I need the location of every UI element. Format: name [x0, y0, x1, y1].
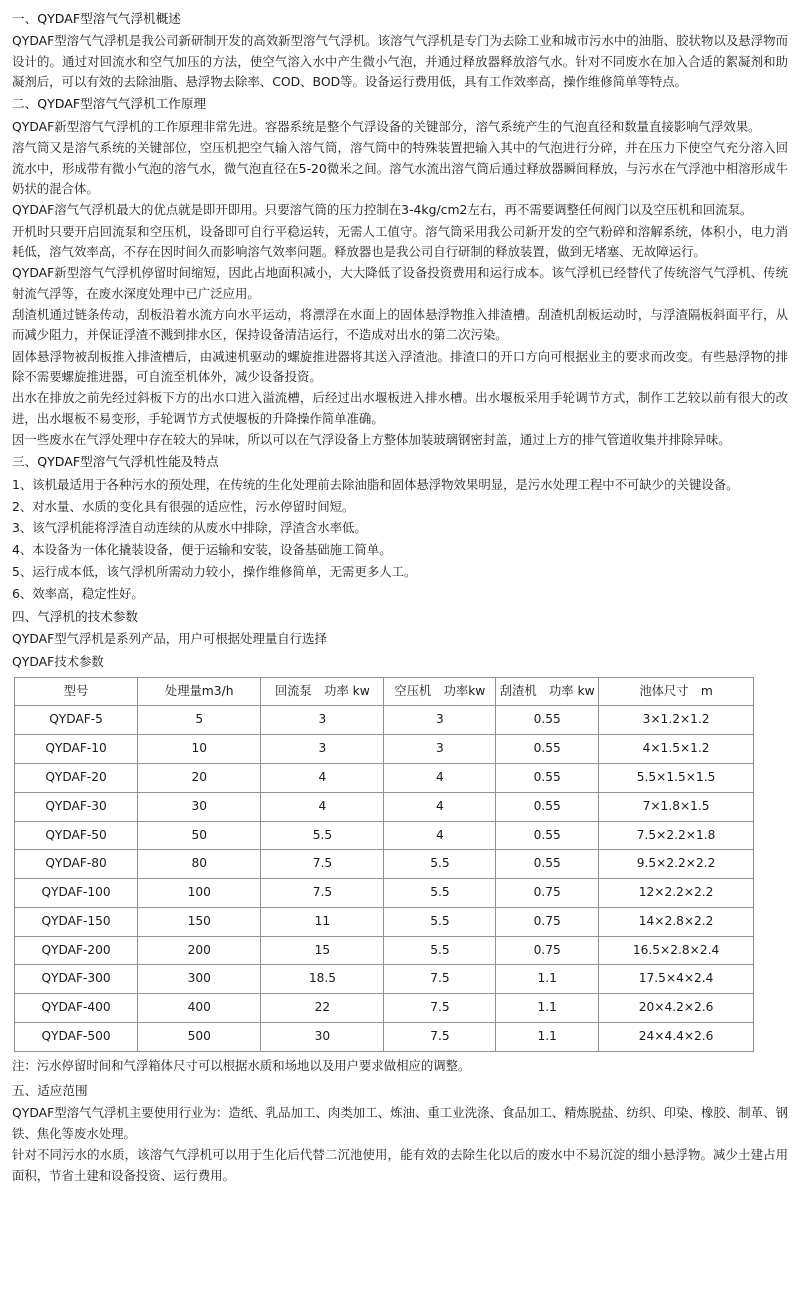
cell-compressor-power: 5.5: [384, 907, 496, 936]
cell-tank-size: 5.5×1.5×1.5: [599, 764, 754, 793]
cell-tank-size: 16.5×2.8×2.4: [599, 936, 754, 965]
table-header-cell-4: 刮渣机 功率 kw: [496, 677, 599, 706]
table-row: [15, 706, 754, 735]
section-2-paragraph-5: QYDAF新型溶气气浮机停留时间缩短，因此占地面积减小，大大降低了设备投资费用和运行成本。该气浮机已经替代了传统溶气气浮机、传统射流气浮等，在废水深度处理中已广泛应用。: [12, 265, 788, 301]
section-3-heading: 三、QYDAF型溶气气浮机性能及特点: [12, 454, 219, 470]
cell-scraper-power: 0.55: [496, 735, 599, 764]
table-header-cell-5: 池体尺寸 m: [599, 677, 754, 706]
cell-compressor-power: 7.5: [384, 965, 496, 994]
cell-reflux-power: 15: [261, 936, 384, 965]
cell-capacity: 10: [138, 735, 261, 764]
cell-scraper-power: 1.1: [496, 994, 599, 1023]
cell-compressor-power: 7.5: [384, 994, 496, 1023]
table-row: [15, 1022, 754, 1051]
cell-capacity: 20: [138, 764, 261, 793]
table-row: [15, 850, 754, 879]
cell-compressor-power: 4: [384, 792, 496, 821]
table-row: [15, 965, 754, 994]
table-note: 注：污水停留时间和气浮箱体尺寸可以根据水质和场地以及用户要求做相应的调整。: [12, 1057, 471, 1073]
cell-scraper-power: 0.55: [496, 764, 599, 793]
cell-model: QYDAF-300: [15, 965, 138, 994]
table-row: [15, 936, 754, 965]
table-row: [15, 735, 754, 764]
section-2-paragraph-8: 出水在排放之前先经过斜板下方的出水口进入溢流槽，后经过出水堰板进入排水槽。出水堰板采用手轮调节方式，制作工艺较以前有很大的改进，出水堰板不易变形，手轮调节方式使堰板的升降操作简单准确。: [12, 390, 788, 426]
table-row: [15, 994, 754, 1023]
cell-reflux-power: 3: [261, 706, 384, 735]
cell-reflux-power: 18.5: [261, 965, 384, 994]
cell-scraper-power: 0.75: [496, 936, 599, 965]
cell-model: QYDAF-200: [15, 936, 138, 965]
section-2-paragraph-9: 因一些废水在气浮处理中存在较大的异味，所以可以在气浮设备上方整体加装玻璃钢密封盖，通过上方的排气管道收集并排除异味。: [12, 432, 731, 447]
section-2-paragraph-6: 刮渣机通过链条传动，刮板沿着水流方向水平运动，将漂浮在水面上的固体悬浮物推入排渣槽。刮渣机刮板运动时，与浮渣隔板斜面平行，从而减少阻力，并保证浮渣不溅到排水区，保持设备清洁运行，不造成对出水的第二次污染。: [12, 306, 788, 343]
cell-model: QYDAF-80: [15, 850, 138, 879]
spec-table: [14, 677, 754, 1052]
cell-reflux-power: 30: [261, 1022, 384, 1051]
cell-capacity: 5: [138, 706, 261, 735]
cell-compressor-power: 5.5: [384, 879, 496, 908]
section-2-paragraph-7: 固体悬浮物被刮板推入排渣槽后，由减速机驱动的螺旋推进器将其送入浮渣池。排渣口的开口方向可根据业主的要求而改变。有些悬浮物的排除不需要螺旋推进器，可自流至机体外，减少设备投资。: [12, 348, 788, 384]
cell-model: QYDAF-20: [15, 764, 138, 793]
cell-scraper-power: 0.55: [496, 792, 599, 821]
cell-scraper-power: 1.1: [496, 965, 599, 994]
table-row: [15, 879, 754, 908]
table-row: [15, 907, 754, 936]
cell-capacity: 400: [138, 994, 261, 1023]
section-4-heading: 四、气浮机的技术参数: [12, 608, 138, 624]
cell-model: QYDAF-30: [15, 792, 138, 821]
feature-item-6: 6、效率高，稳定性好。: [12, 585, 144, 601]
table-header-cell-1: 处理量m3/h: [138, 677, 261, 706]
table-body: [15, 706, 754, 1051]
cell-scraper-power: 0.55: [496, 850, 599, 879]
cell-scraper-power: 0.75: [496, 907, 599, 936]
cell-tank-size: 3×1.2×1.2: [599, 706, 754, 735]
cell-tank-size: 24×4.4×2.6: [599, 1022, 754, 1051]
section-5-paragraph-2: 针对不同污水的水质，该溶气气浮机可以用于生化后代替二沉池使用，能有效的去除生化以后的废水中不易沉淀的细小悬浮物。减少土建占用面积，节省土建和设备投资、运行费用。: [12, 1147, 788, 1183]
cell-reflux-power: 11: [261, 907, 384, 936]
cell-scraper-power: 0.55: [496, 821, 599, 850]
feature-item-1: 1、该机最适用于各种污水的预处理，在传统的生化处理前去除油脂和固体悬浮物效果明显，是污水处理工程中不可缺少的关键设备。: [12, 476, 739, 492]
cell-model: QYDAF-500: [15, 1022, 138, 1051]
cell-tank-size: 14×2.8×2.2: [599, 907, 754, 936]
section-5-paragraph-1: QYDAF型溶气气浮机主要使用行业为：造纸、乳品加工、肉类加工、炼油、重工业洗涤、食品加工、精炼脱盐、纺织、印染、橡胶、制革、钢铁、焦化等废水处理。: [12, 1105, 788, 1141]
cell-capacity: 200: [138, 936, 261, 965]
cell-compressor-power: 4: [384, 764, 496, 793]
cell-model: QYDAF-5: [15, 706, 138, 735]
cell-model: QYDAF-10: [15, 735, 138, 764]
cell-reflux-power: 7.5: [261, 850, 384, 879]
cell-model: QYDAF-100: [15, 879, 138, 908]
cell-reflux-power: 22: [261, 994, 384, 1023]
cell-reflux-power: 4: [261, 764, 384, 793]
table-header-cell-2: 回流泵 功率 kw: [261, 677, 384, 706]
cell-compressor-power: 3: [384, 735, 496, 764]
table-header: [15, 677, 754, 706]
table-row: [15, 821, 754, 850]
cell-capacity: 300: [138, 965, 261, 994]
cell-capacity: 100: [138, 879, 261, 908]
section-4-paragraph: QYDAF型气浮机是系列产品，用户可根据处理量自行选择: [12, 631, 327, 647]
cell-tank-size: 20×4.2×2.6: [599, 994, 754, 1023]
section-2-heading: 二、QYDAF型溶气气浮机工作原理: [12, 96, 207, 112]
cell-model: QYDAF-400: [15, 994, 138, 1023]
section-5-heading: 五、适应范围: [12, 1082, 88, 1098]
table-row: [15, 792, 754, 821]
cell-scraper-power: 0.55: [496, 706, 599, 735]
cell-compressor-power: 7.5: [384, 1022, 496, 1051]
cell-tank-size: 17.5×4×2.4: [599, 965, 754, 994]
cell-compressor-power: 3: [384, 706, 496, 735]
cell-capacity: 150: [138, 907, 261, 936]
cell-reflux-power: 4: [261, 792, 384, 821]
table-header-row: [15, 677, 754, 706]
cell-tank-size: 12×2.2×2.2: [599, 879, 754, 908]
cell-tank-size: 9.5×2.2×2.2: [599, 850, 754, 879]
cell-model: QYDAF-150: [15, 907, 138, 936]
cell-reflux-power: 5.5: [261, 821, 384, 850]
section-1-paragraph: QYDAF型溶气气浮机是我公司新研制开发的高效新型溶气气浮机。该溶气气浮机是专门为去除工业和城市污水中的油脂、胶状物以及悬浮物而设计的。通过对回流水和空气加压的方法，使空气溶入水中产生微小气泡，并通过释放器释放溶气水。针对不同废水在加入合适的絮凝剂和助凝剂后，可以有效的去除油脂、悬浮物去除率、COD、BOD等。设备运行费用低，具有工作效率高，操作维修简单等特点。: [12, 33, 788, 90]
cell-compressor-power: 5.5: [384, 936, 496, 965]
section-2-paragraph-2: 溶气筒又是溶气系统的关键部位，空压机把空气输入溶气筒，溶气筒中的特殊装置把输入其中的气泡进行分碎，并在压力下使空气充分溶入回流水中，形成带有微小气泡的溶气水，微气泡直径在5-20微米之间。溶气水流出溶气筒后通过释放器瞬间释放，与污水在气浮池中相溶形成牛奶状的混合体。: [12, 140, 788, 196]
cell-model: QYDAF-50: [15, 821, 138, 850]
cell-capacity: 50: [138, 821, 261, 850]
cell-tank-size: 7×1.8×1.5: [599, 792, 754, 821]
feature-item-4: 4、本设备为一体化撬装设备，便于运输和安装，设备基础施工简单。: [12, 542, 392, 558]
table-row: [15, 764, 754, 793]
cell-scraper-power: 1.1: [496, 1022, 599, 1051]
feature-item-5: 5、运行成本低，该气浮机所需动力较小，操作维修简单，无需更多人工。: [12, 564, 417, 580]
section-2-paragraph-4: 开机时只要开启回流泵和空压机，设备即可自行平稳运转，无需人工值守。溶气筒采用我公司新开发的空气粉碎和溶解系统，体积小，电力消耗低，溶气效率高，不存在因时间久而影响溶气效率问题。释放器也是我公司自行研制的释放装置，做到无堵塞、无故障运行。: [12, 223, 788, 259]
table-header-cell-0: 型号: [15, 677, 138, 706]
cell-compressor-power: 4: [384, 821, 496, 850]
feature-item-2: 2、对水量、水质的变化具有很强的适应性，污水停留时间短。: [12, 498, 355, 514]
section-1-heading: 一、QYDAF型溶气气浮机概述: [12, 11, 181, 26]
cell-capacity: 500: [138, 1022, 261, 1051]
cell-reflux-power: 7.5: [261, 879, 384, 908]
cell-capacity: 30: [138, 792, 261, 821]
section-2-paragraph-1: QYDAF新型溶气气浮机的工作原理非常先进。容器系统是整个气浮设备的关键部分，溶气系统产生的气泡直径和数量直接影响气浮效果。: [12, 118, 761, 134]
section-2-paragraph-3: QYDAF溶气气浮机最大的优点就是即开即用。只要溶气筒的压力控制在3-4kg/cm2左右，再不需要调整任何阀门以及空压机和回流泵。: [12, 202, 753, 218]
cell-scraper-power: 0.75: [496, 879, 599, 908]
cell-tank-size: 4×1.5×1.2: [599, 735, 754, 764]
feature-item-3: 3、该气浮机能将浮渣自动连续的从废水中排除，浮渣含水率低。: [12, 520, 367, 536]
cell-capacity: 80: [138, 850, 261, 879]
cell-tank-size: 7.5×2.2×1.8: [599, 821, 754, 850]
cell-compressor-power: 5.5: [384, 850, 496, 879]
table-title: QYDAF技术参数: [12, 654, 104, 670]
cell-reflux-power: 3: [261, 735, 384, 764]
table-header-cell-3: 空压机 功率kw: [384, 677, 496, 706]
